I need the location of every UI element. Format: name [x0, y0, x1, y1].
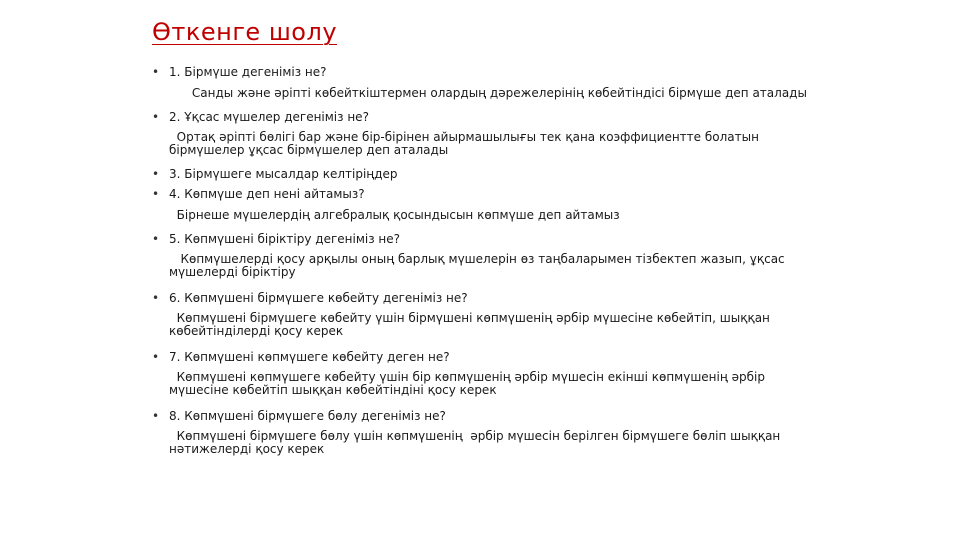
question-text: 8. Көпмүшені бірмүшеге бөлу дегеніміз не? — [169, 409, 446, 423]
question-text: 1. Бірмүше дегеніміз не? — [169, 65, 327, 79]
answer — [152, 87, 942, 100]
question — [152, 64, 942, 80]
answer — [152, 371, 789, 397]
question — [152, 408, 942, 424]
question-text: 6. Көпмүшені бірмүшеге көбейту дегеніміз не? — [169, 291, 468, 305]
list-item — [152, 408, 942, 456]
answer — [152, 430, 809, 456]
answer-text: Көпмүшені көпмүшеге көбейту үшін бір көпмүшенің әрбір мүшесін екінші көпмүшенің әрбір мүшесіне көбейтіп шыққан көбейтіндіні қосу керек — [169, 370, 769, 397]
question-text: 7. Көпмүшені көпмүшеге көбейту деген не? — [169, 350, 450, 364]
list-item — [152, 349, 942, 397]
question-list — [152, 58, 942, 456]
answer-text: Ортақ әріпті бөлігі бар және бір-бірінен айырмашылығы тек қана коэффициентте болатын бірмүшелер ұқсас бірмүшелер деп аталады — [169, 130, 763, 157]
bullet-icon: • — [152, 232, 160, 246]
bullet-icon: • — [152, 350, 160, 364]
question-text: 2. Ұқсас мүшелер дегеніміз не? — [169, 110, 369, 124]
list-item — [152, 109, 942, 157]
question — [152, 109, 942, 125]
answer — [152, 253, 799, 279]
list-item — [152, 166, 942, 182]
answer — [152, 131, 789, 157]
answer — [152, 312, 799, 338]
list-item — [152, 186, 942, 222]
list-item — [152, 231, 942, 279]
question — [152, 290, 942, 306]
answer-text: Көпмүшелерді қосу арқылы оның барлық мүшелерін өз таңбаларымен тізбектеп жазып, ұқсас мүшелерді біріктіру — [169, 252, 789, 279]
bullet-icon: • — [152, 65, 160, 79]
question — [152, 186, 942, 202]
question — [152, 349, 942, 365]
list-item — [152, 64, 942, 100]
question-text: 4. Көпмүше деп нені айтамыз? — [169, 187, 365, 201]
bullet-icon: • — [152, 291, 160, 305]
answer — [152, 209, 942, 222]
answer-text: Көпмүшені бірмүшеге бөлу үшін көпмүшенің әрбір мүшесін берілген бірмүшеге бөліп шыққан нәтижелерді қосу керек — [169, 429, 785, 456]
bullet-icon: • — [152, 409, 160, 423]
bullet-icon: • — [152, 167, 160, 181]
question-text: 3. Бірмүшеге мысалдар келтіріңдер — [169, 167, 398, 181]
answer-text: Көпмүшені бірмүшеге көбейту үшін бірмүшені көпмүшенің әрбір мүшесіне көбейтіп, шыққан көбейтінділерді қосу керек — [169, 311, 774, 338]
slide-title: Өткенге шолу — [152, 18, 338, 46]
answer-text: Санды және әріпті көбейткіштермен олардың дәрежелерінің көбейтіндісі бірмүше деп аталады — [169, 86, 807, 100]
question — [152, 231, 942, 247]
bullet-icon: • — [152, 110, 160, 124]
question — [152, 166, 942, 182]
list-item — [152, 290, 942, 338]
answer-text: Бірнеше мүшелердің алгебралық қосындысын көпмүше деп айтамыз — [169, 208, 620, 222]
bullet-icon: • — [152, 187, 160, 201]
question-text: 5. Көпмүшені біріктіру дегеніміз не? — [169, 232, 400, 246]
